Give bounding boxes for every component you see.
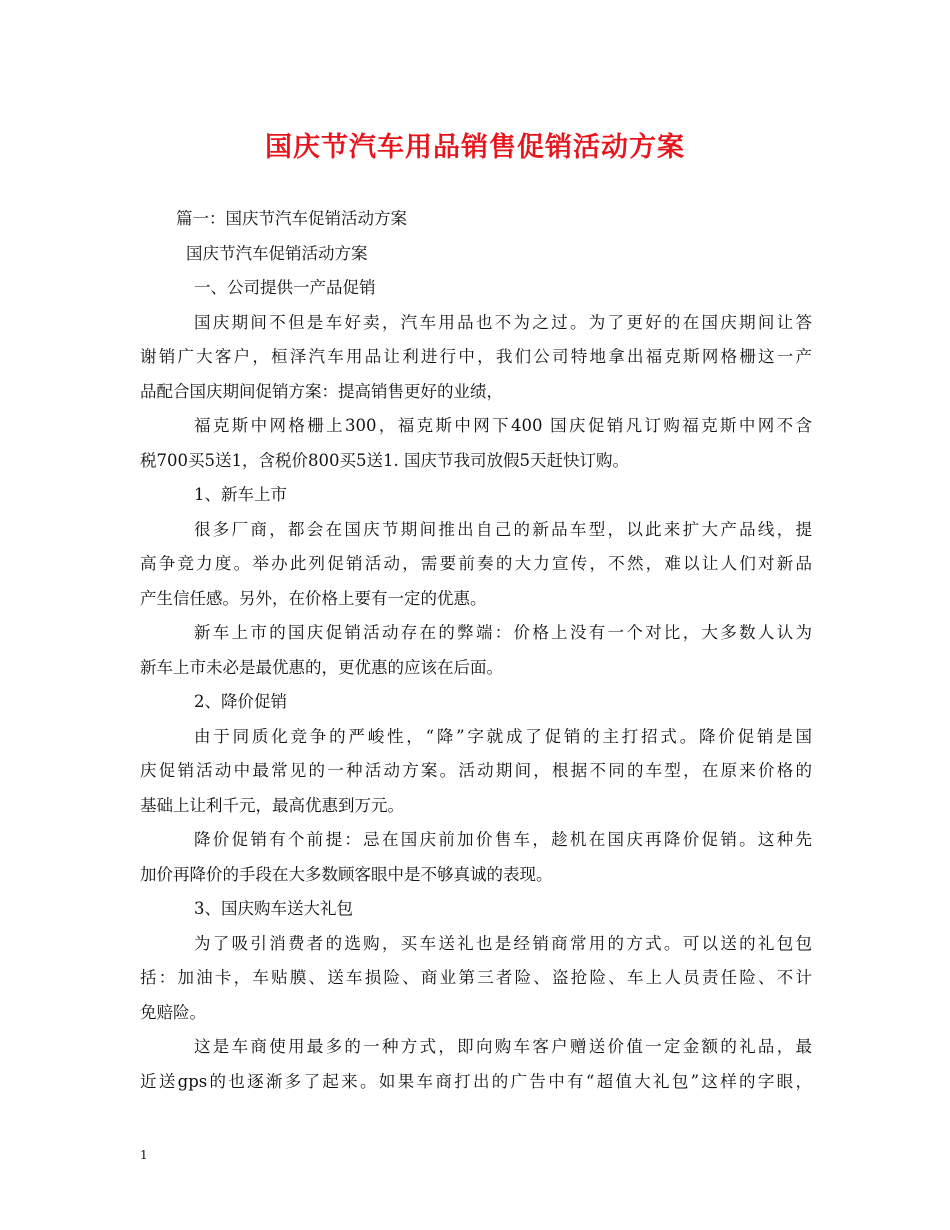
paragraph-line: 国庆期间不但是车好卖，汽车用品也不为之过。为了更好的在国庆期间让答 bbox=[194, 312, 812, 332]
paragraph-line: 高争竞力度。举办此列促销活动，需要前奏的大力宣传，不然，难以让人们对新品 bbox=[140, 554, 812, 573]
paragraph-line: 产生信任感。另外，在价格上要有一定的优惠。 bbox=[140, 588, 487, 608]
document-title: 国庆节汽车用品销售促销活动方案 bbox=[265, 132, 685, 163]
item-heading: 3、国庆购车送大礼包 bbox=[194, 899, 353, 918]
paragraph-line: 庆促销活动中最常见的一种活动方案。活动期间，根据不同的车型，在原来价格的 bbox=[140, 761, 812, 780]
paragraph-line: 降价促销有个前提：忌在国庆前加价售车，趁机在国庆再降价促销。这种先 bbox=[194, 830, 812, 849]
subsection-heading: 国庆节汽车促销活动方案 bbox=[186, 243, 368, 263]
section-heading: 篇一：国庆节汽车促销活动方案 bbox=[176, 209, 407, 228]
paragraph-line: 由于同质化竞争的严峻性，“降”字就成了促销的主打招式。降价促销是国 bbox=[194, 726, 812, 746]
paragraph-line: 新车上市未必是最优惠的，更优惠的应该在后面。 bbox=[140, 657, 503, 677]
paragraph-line: 福克斯中网格栅上300，福克斯中网下400 国庆促销凡订购福克斯中网不含 bbox=[194, 416, 812, 435]
item-heading: 1、新车上市 bbox=[194, 485, 287, 504]
paragraph-line: 很多厂商，都会在国庆节期间推出自己的新品车型，以此来扩大产品线，提 bbox=[194, 519, 812, 539]
paragraph-line: 谢销广大客户，桓泽汽车用品让利进行中，我们公司特地拿出福克斯网格栅这一产 bbox=[140, 347, 812, 366]
item-heading: 一、公司提供一产品促销 bbox=[194, 278, 376, 297]
paragraph-line: 近送gps的也逐渐多了起来。如果车商打出的广告中有“超值大礼包”这样的字眼， bbox=[140, 1071, 812, 1091]
paragraph-line: 括：加油卡，车贴膜、送车损险、商业第三者险、盗抢险、车上人员责任险、不计 bbox=[140, 968, 812, 987]
document-body bbox=[140, 202, 812, 1099]
page-number: 1 bbox=[140, 1148, 148, 1162]
paragraph-line: 这是车商使用最多的一种方式，即向购车客户赠送价值一定金额的礼品，最 bbox=[194, 1037, 812, 1056]
paragraph-line: 税700买5送1，含税价800买5送1. 国庆节我司放假5天赶快订购。 bbox=[140, 450, 629, 470]
paragraph-line: 品配合国庆期间促销方案：提高销售更好的业绩， bbox=[140, 381, 503, 401]
paragraph-line: 加价再降价的手段在大多数顾客眼中是不够真诚的表现。 bbox=[140, 864, 553, 884]
paragraph-line: 免赔险。 bbox=[140, 1002, 206, 1022]
paragraph-line: 基础上让利千元，最高优惠到万元。 bbox=[140, 795, 404, 815]
paragraph-line: 新车上市的国庆促销活动存在的弊端：价格上没有一个对比，大多数人认为 bbox=[194, 623, 812, 642]
item-heading: 2、降价促销 bbox=[194, 692, 287, 711]
paragraph-line: 为了吸引消费者的选购，买车送礼也是经销商常用的方式。可以送的礼包包 bbox=[194, 933, 812, 953]
